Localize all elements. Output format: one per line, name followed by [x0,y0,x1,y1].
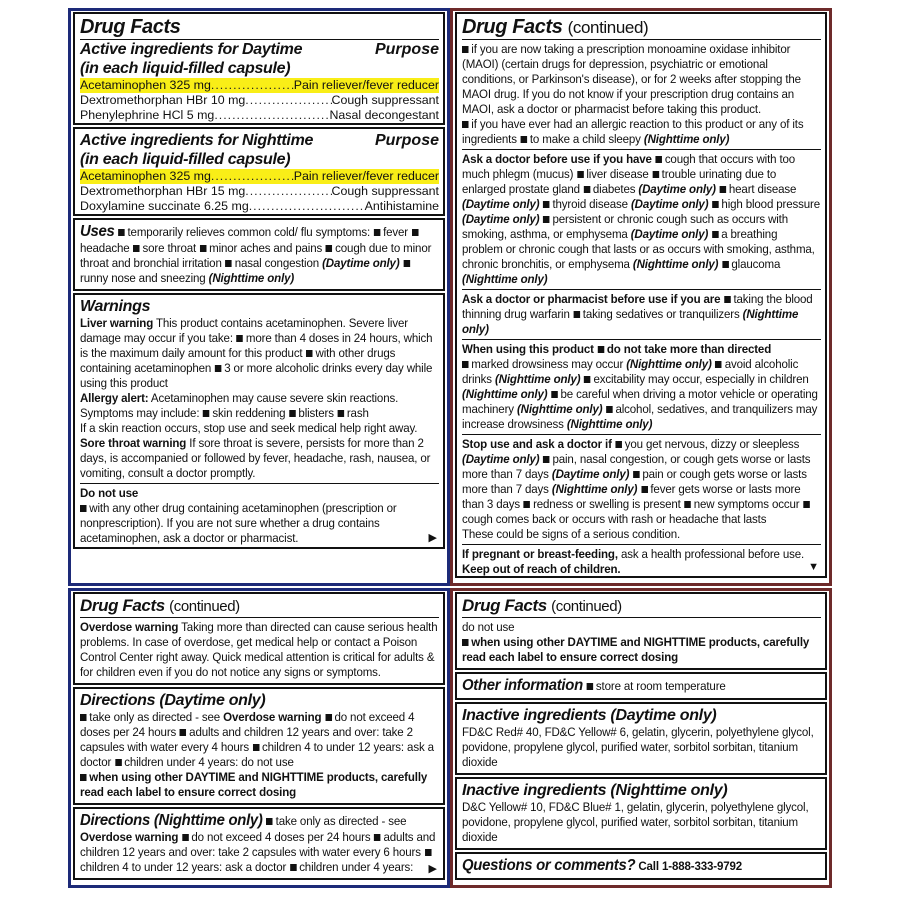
continue-arrow-icon: ▶ [428,532,437,544]
directions-nighttime-text: Directions (Nighttime only) take only as directed - see Overdose warning do not exceed 4 doses per 24 hours adults and children 12 years and over: take 2 capsules with water every 6 hourschildren 4 to under 12 years: ask a doctor children under 4 years: [80,812,436,874]
drug-facts-title: Drug Facts (continued) [462,16,649,38]
directions-daytime-box [73,687,445,805]
panel-drug-facts-2 [450,8,832,586]
drug-facts-title: Drug Facts (continued) [80,596,240,615]
warnings-box [73,293,445,549]
directions-nighttime-heading: Directions (Nighttime only) [80,812,263,829]
continue-arrow-icon: ▶ [428,863,437,875]
ingredient-name: Dextromethorphan HBr 10 mg [80,93,246,107]
ingredient-purpose: Cough suppressant [331,184,439,198]
questions-text [462,856,821,875]
ingredient-purpose: Nasal decongestant [329,108,439,122]
questions-heading: Questions or comments? [462,857,636,874]
purpose-heading: Purpose [374,132,439,149]
other-information-text: Other information store at room temperature [462,677,726,694]
stop-use-section: Stop use and ask a doctor if you get nervous, dizzy or sleepless (Daytime only) pain, nasal congestion, or cough gets worse or lasts more than 7 days (Daytime only) pain or cough gets worse or lasts more than 7 days (Nighttime only) fever gets worse or lasts more than 3 days redness or swelling is present new symptoms occurcough comes back or occurs with rash or headache that lasts These could be signs of a serious condition. [462,434,821,542]
ingredient-purpose: Pain reliever/fever reducer [293,169,439,183]
panel-drug-facts-4 [450,588,832,888]
ask-pharmacist-section: Ask a doctor or pharmacist before use if you are taking the blood thinning drug warfarin taking sedatives or tranquilizers (Nighttime only) [462,289,821,337]
directions-daytime-text: take only as directed - see Overdose warning do not exceed 4 doses per 24 hours adults and children 12 years and over: take 2 capsules with water every 4 hours children 4 to under 12 years: ask a doctor children under 4 years: do not use when using other DAYTIME and NIGHTTIME products, carefully read each label to ensure correct dosing [80,710,434,799]
do-not-use-box [455,592,827,670]
do-not-use-text: do not use when using other DAYTIME and NIGHTTIME products, carefully read each label to ensure correct dosing [462,617,821,665]
drug-facts-title-box [73,12,445,125]
liver-warning: Liver warning This product contains acetaminophen. Severe liver damage may occur if you take: more than 4 doses in 24 hours, which is the maximum daily amount for this product with other drugs containing acetaminophen 3 or more alcoholic drinks every day while using this product Allergy alert: Acetaminophen may cause severe skin reactions. Symptoms may include: skin reddening blisters rash If a skin reaction occurs, stop use and seek medical help right away. Sore throat warning If sore throat is severe, persists for more than 2 days, is accompanied or followed by fever, headache, rash, nausea, or vomiting, consult a doctor promptly. [80,316,433,480]
ask-doctor-section: Ask a doctor before use if you have cough that occurs with too much phlegm (mucus) liver disease trouble urinating due to enlarged prostate gland diabetes (Daytime only) heart disease (Daytime only) thyroid disease (Daytime only) high blood pressure (Daytime only) persistent or chronic cough such as occurs with smoking, asthma, or emphysema (Daytime only) a breathing problem or chronic cough that lasts or as occurs with smoking, asthma, chronic bronchitis, or emphysema (Nighttime only) glaucoma (Nighttime only) [462,149,821,287]
nighttime-active-heading: Active ingredients for Nighttime [80,132,314,149]
continued-warnings-box [455,12,827,578]
ingredient-purpose: Antihistamine [364,199,439,213]
when-using-section: When using this product do not take more than directed marked drowsiness may occur (Nighttime only) avoid alcoholic drinks (Nighttime only) excitability may occur, especially in children (Nighttime only) be careful when driving a motor vehicle or operating machinery (Nighttime only) alcohol, sedatives, and tranquilizers may increase drowsiness (Nighttime only) [462,339,821,432]
ingredient-name: Doxylamine succinate 6.25 mg [80,199,249,213]
other-information-heading: Other information [462,677,583,694]
nighttime-active-box [73,127,445,216]
ingredient-row [80,108,439,123]
overdose-warning: Overdose warning Taking more than directed can cause serious health problems. In case of overdose, get medical help or contact a Poison Control Center right away. Quick medical attention is critical for adults & for children even if you do not notice any signs or symptoms. [80,617,439,680]
ingredient-name: Acetaminophen 325 mg [80,169,211,183]
uses-text: Uses temporarily relieves common cold/ flu symptoms: feverheadache sore throat minor aches and pains cough due to minor throat and bronchial irritation nasal congestion (Daytime only)runny nose and sneezing (Nighttime only) [80,223,432,285]
inactive-nighttime-box [455,777,827,850]
inactive-daytime-box [455,702,827,775]
questions-box [455,852,827,880]
inactive-daytime-text: FD&C Red# 40, FD&C Yellow# 6, gelatin, glycerin, polyethylene glycol, povidone, propylene glycol, purified water, sorbitol sorbitan, titanium dioxide [462,725,814,769]
ingredient-name: Phenylephrine HCl 5 mg [80,108,215,122]
inactive-nighttime-text: D&C Yellow# 10, FD&C Blue# 1, gelatin, glycerin, polyethylene glycol, povidone, propylene glycol, purified water, sorbitol sorbitan, titanium dioxide [462,800,809,844]
ingredient-name: Acetaminophen 325 mg [80,78,211,92]
do-not-use: Do not use with any other drug containing acetaminophen (prescription or nonprescription). If you are not sure whether a drug contains acetaminophen, ask a doctor or pharmacist. [80,483,439,546]
inactive-daytime-heading: Inactive ingredients (Daytime only) [462,707,717,724]
overdose-box [73,592,445,685]
drug-facts-title: Drug Facts (continued) [462,596,622,615]
continue-arrow-icon: ▼ [808,561,819,573]
ingredient-name: Dextromethorphan HBr 15 mg [80,184,246,198]
directions-daytime-heading: Directions (Daytime only) [80,692,266,709]
maoi-warning: if you are now taking a prescription monoamine oxidase inhibitor (MAOI) (certain drugs for depression, psychiatric or emotional conditions, or Parkinson's disease), or for 2 weeks after stopping the MAOI drug. If you do not know if your prescription drug contains an MAOI, ask a doctor or pharmacist before taking this product. if you have ever had an allergic reaction to this product or any of its ingredients to make a child sleepy (Nighttime only) [462,39,821,147]
ingredient-row [80,199,439,214]
capsule-subheading: (in each liquid-filled capsule) [80,60,291,77]
warnings-heading: Warnings [80,298,151,315]
pregnancy-section: If pregnant or breast-feeding, ask a health professional before use. Keep out of reach of children. [462,544,821,577]
ingredient-row [80,78,439,93]
directions-nighttime-box [73,807,445,880]
ingredient-row [80,184,439,199]
panel-drug-facts-1 [68,8,450,586]
capsule-subheading: (in each liquid-filled capsule) [80,151,291,168]
drug-facts-title: Drug Facts [80,16,181,38]
phone-number: Call 1-888-333-9792 [638,859,743,873]
uses-heading: Uses [80,223,115,240]
inactive-nighttime-heading: Inactive ingredients (Nighttime only) [462,782,728,799]
ingredient-row [80,93,439,108]
ingredient-purpose: Pain reliever/fever reducer [293,78,439,92]
ingredient-row [80,169,439,184]
panel-drug-facts-3 [68,588,450,888]
uses-box [73,218,445,291]
daytime-active-heading: Active ingredients for Daytime [80,41,303,58]
purpose-heading: Purpose [374,41,439,58]
ingredient-purpose: Cough suppressant [331,93,439,107]
other-information-box [455,672,827,700]
